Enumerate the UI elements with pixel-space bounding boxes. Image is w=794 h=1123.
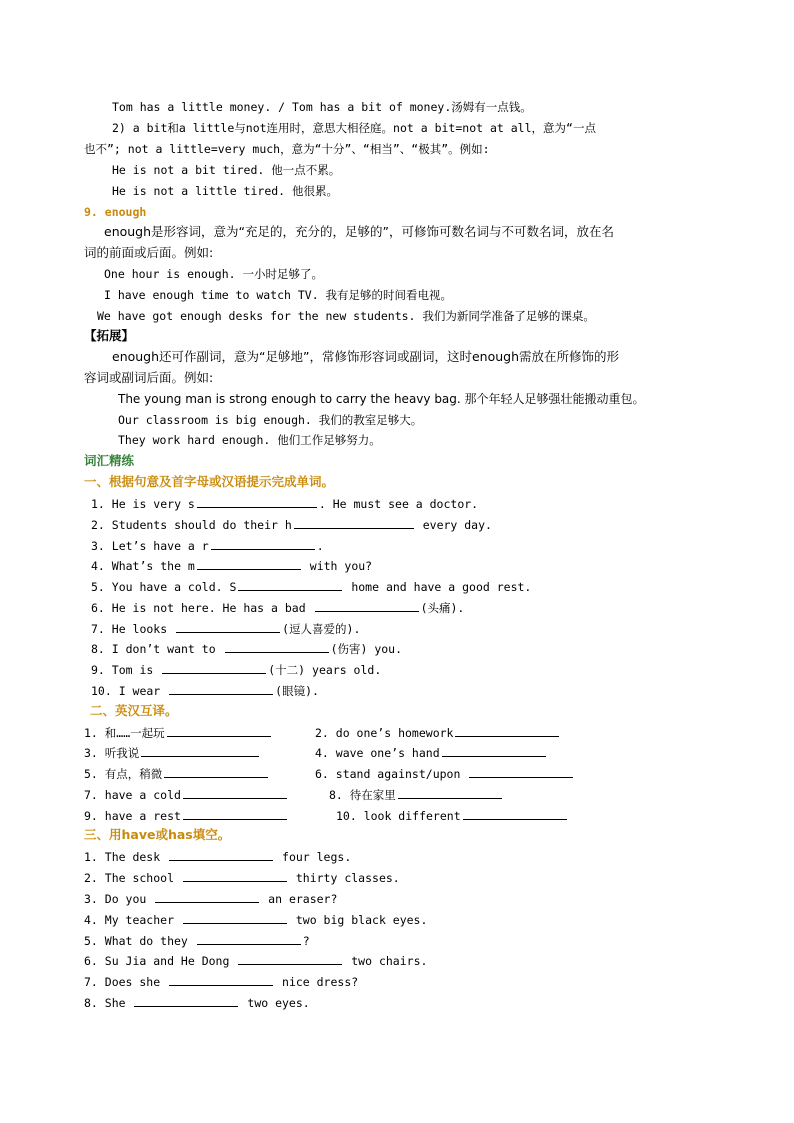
answer-blank[interactable] [197, 932, 301, 945]
answer-blank[interactable] [169, 682, 273, 695]
s1-item-5: 5. You have a cold. S home and have a good rest. [91, 580, 532, 594]
answer-blank[interactable] [225, 640, 329, 653]
answer-blank[interactable] [238, 578, 342, 591]
answer-blank[interactable] [183, 911, 287, 924]
intro-rule-line1: 2) a bit和a little与not连用时，意思大相径庭。not a bit=not at all，意为“一点 [112, 121, 596, 135]
enough-example-1: One hour is enough. 一小时足够了。 [104, 267, 323, 281]
s2-right-2: 4. wave one’s hand [315, 744, 548, 761]
intro-example-not-a-bit: He is not a bit tired. 他一点不累。 [112, 163, 341, 177]
s2-left-2: 3. 听我说 [84, 744, 261, 761]
answer-blank[interactable] [134, 994, 238, 1007]
enough-definition-line2: 词的前面或后面。例如: [84, 245, 214, 260]
practice-title: 词汇精练 [84, 453, 135, 468]
s3-item-8: 8. She two eyes. [84, 996, 310, 1010]
s1-item-7: 7. He looks (逗人喜爱的). [91, 622, 361, 636]
s1-item-4: 4. What’s the m with you? [91, 559, 373, 573]
enough-adverb-line1: enough还可作副词，意为“足够地”，常修饰形容词或副词，这时enough需放在所修饰的形 [112, 349, 620, 364]
s2-right-4: 8. 待在家里 [329, 786, 504, 803]
answer-blank[interactable] [197, 557, 301, 570]
answer-blank[interactable] [294, 516, 414, 529]
s2-right-3: 6. stand against/upon [315, 765, 575, 782]
enough-heading: 9. enough [84, 205, 147, 219]
answer-blank[interactable] [155, 890, 259, 903]
s3-item-1: 1. The desk four legs. [84, 850, 352, 864]
intro-example-money: Tom has a little money. / Tom has a bit of money.汤姆有一点钱。 [112, 100, 532, 114]
section2-title: 二、英汉互译。 [90, 703, 178, 718]
s3-item-2: 2. The school thirty classes. [84, 871, 400, 885]
answer-blank[interactable] [463, 807, 567, 820]
extension-label: 【拓展】 [84, 328, 135, 343]
s2-right-1: 2. do one’s homework [315, 724, 561, 741]
s1-item-9: 9. Tom is (十二) years old. [91, 663, 382, 677]
answer-blank[interactable] [398, 786, 502, 799]
enough-definition-line1: enough是形容词，意为“充足的，充分的，足够的”，可修饰可数名词与不可数名词，放在名 [104, 224, 614, 239]
enough-adverb-line2: 容词或副词后面。例如: [84, 370, 214, 385]
answer-blank[interactable] [211, 537, 315, 550]
s1-item-3: 3. Let’s have a r . [91, 539, 324, 553]
s1-item-6: 6. He is not here. He has a bad (头痛). [91, 601, 465, 615]
answer-blank[interactable] [183, 786, 287, 799]
answer-blank[interactable] [169, 973, 273, 986]
section1-title: 一、根据句意及首字母或汉语提示完成单词。 [84, 474, 335, 489]
s1-item-10: 10. I wear (眼镜). [91, 684, 319, 698]
section3-title: 三、用have或has填空。 [84, 827, 231, 842]
answer-blank[interactable] [469, 765, 573, 778]
s1-item-8: 8. I don’t want to (伤害) you. [91, 642, 403, 656]
answer-blank[interactable] [315, 599, 419, 612]
s2-left-1: 1. 和……一起玩 [84, 724, 273, 741]
answer-blank[interactable] [197, 495, 317, 508]
s3-item-5: 5. What do they ? [84, 934, 310, 948]
answer-blank[interactable] [442, 744, 546, 757]
s2-left-5: 9. have a rest [84, 807, 289, 824]
s3-item-7: 7. Does she nice dress? [84, 975, 359, 989]
enough-example-5: Our classroom is big enough. 我们的教室足够大。 [118, 413, 423, 427]
s1-item-1: 1. He is very s . He must see a doctor. [91, 497, 479, 511]
answer-blank[interactable] [169, 848, 273, 861]
answer-blank[interactable] [183, 807, 287, 820]
answer-blank[interactable] [183, 869, 287, 882]
intro-rule-line2: 也不”; not a little=very much，意为“十分”、“相当”、“极其”。例如: [84, 142, 490, 156]
answer-blank[interactable] [164, 765, 268, 778]
s2-right-5: 10. look different [336, 807, 569, 824]
intro-example-not-a-little: He is not a little tired. 他很累。 [112, 184, 339, 198]
enough-example-2: I have enough time to watch TV. 我有足够的时间看电视。 [104, 288, 453, 302]
s2-left-4: 7. have a cold [84, 786, 289, 803]
enough-example-4: The young man is strong enough to carry the heavy bag. 那个年轻人足够强壮能搬动重包。 [118, 392, 645, 406]
s2-left-3: 5. 有点，稍微 [84, 765, 270, 782]
s3-item-4: 4. My teacher two big black eyes. [84, 913, 428, 927]
s3-item-6: 6. Su Jia and He Dong two chairs. [84, 954, 428, 968]
s3-item-3: 3. Do you an eraser? [84, 892, 338, 906]
enough-example-6: They work hard enough. 他们工作足够努力。 [118, 433, 381, 447]
answer-blank[interactable] [176, 620, 280, 633]
answer-blank[interactable] [141, 744, 259, 757]
answer-blank[interactable] [162, 661, 266, 674]
s1-item-2: 2. Students should do their h every day. [91, 518, 492, 532]
answer-blank[interactable] [238, 952, 342, 965]
enough-example-3: We have got enough desks for the new students. 我们为新同学准备了足够的课桌。 [97, 309, 595, 323]
answer-blank[interactable] [167, 724, 271, 737]
answer-blank[interactable] [455, 724, 559, 737]
